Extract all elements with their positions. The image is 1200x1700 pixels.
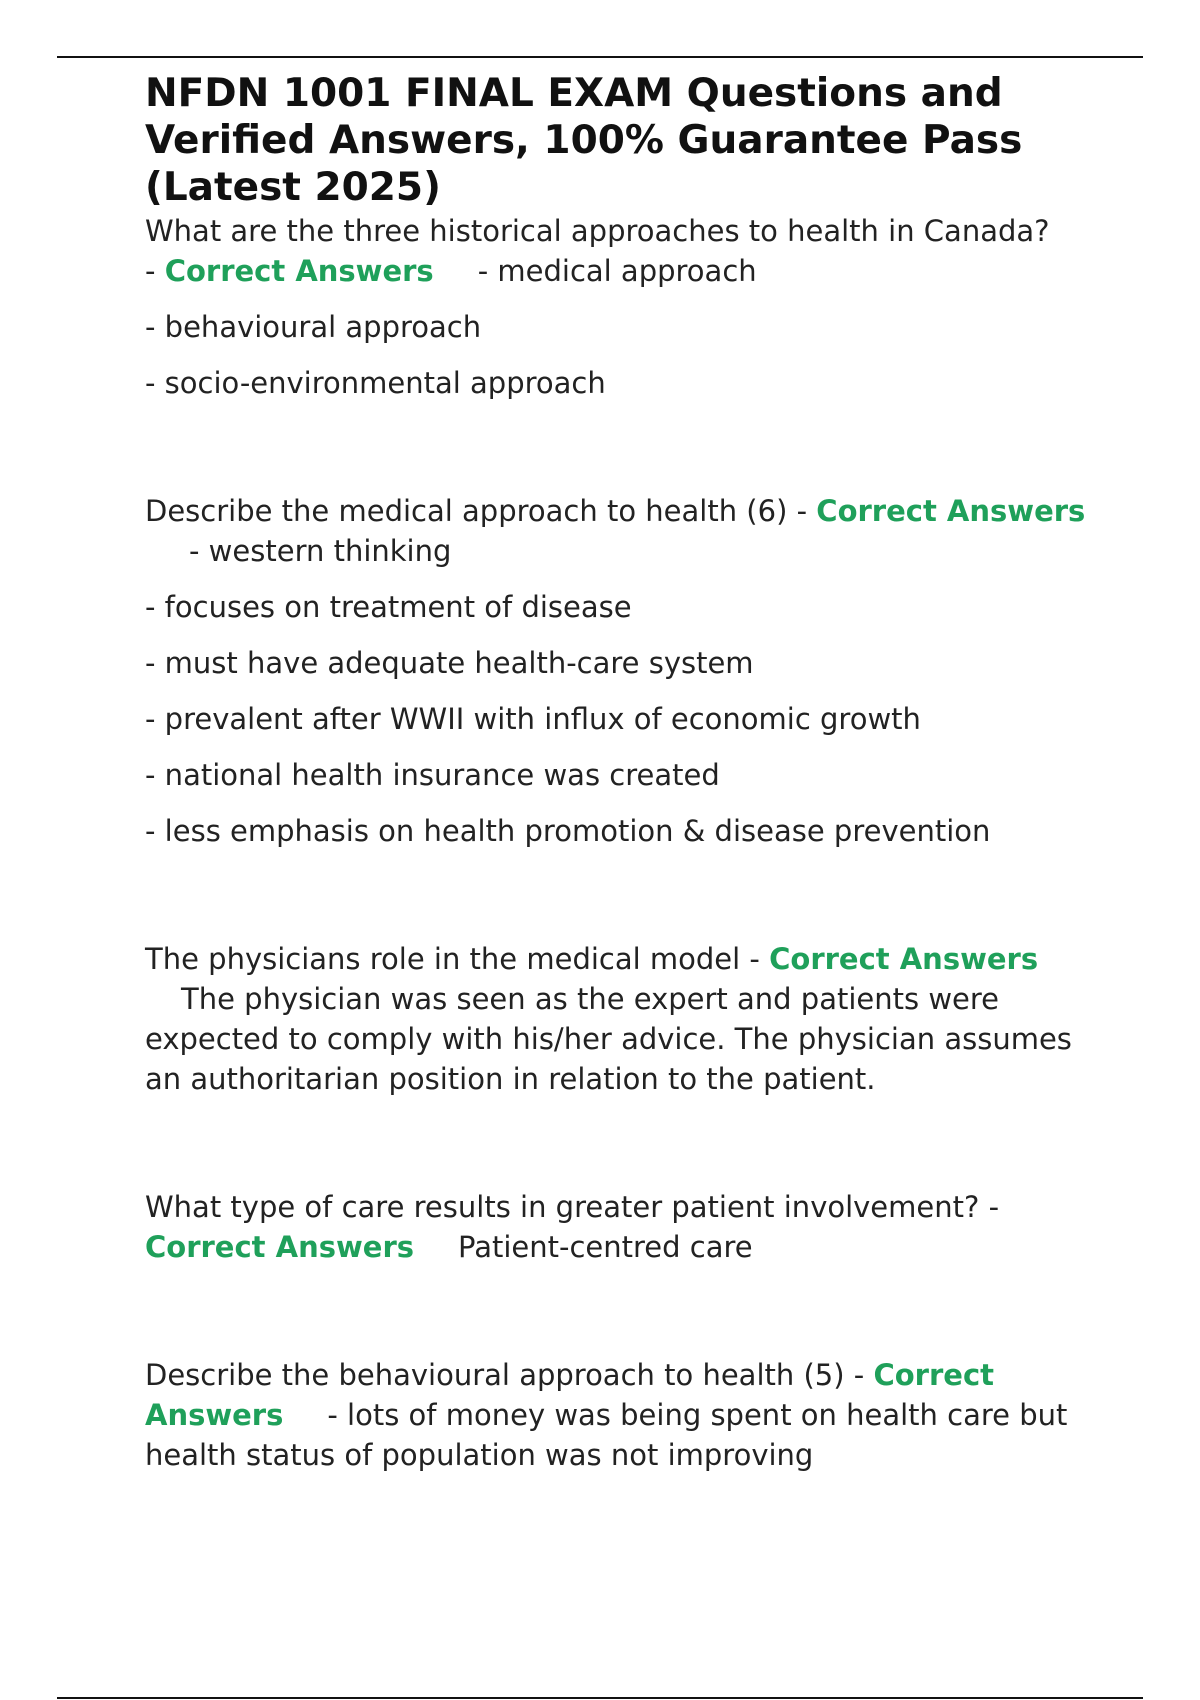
answer-3-text: The physician was seen as the expert and patients were expected to comply with his/her advice. The physician assumes an authoritarian position in relation to the patient. — [145, 982, 1072, 1096]
qa-item-1 — [145, 211, 1095, 403]
question-1-text: What are the three historical approaches to health in Canada? — [145, 214, 1050, 248]
qa-item-2 — [145, 491, 1095, 851]
question-1 — [145, 211, 1095, 291]
answer-2-line-3: - must have adequate health-care system — [145, 646, 754, 680]
document-body — [145, 70, 1095, 1475]
document-title: NFDN 1001 FINAL EXAM Questions and Verified Answers, 100% Guarantee Pass (Latest 2025) — [145, 71, 1023, 210]
answer-2-line-1: - western thinking — [189, 534, 452, 568]
correct-answers-label: Correct Answers — [145, 1358, 994, 1432]
answer-2-line-5: - national health insurance was created — [145, 758, 720, 792]
correct-answers-label: Correct Answers — [164, 254, 434, 288]
question-5-text: Describe the behavioural approach to health (5) - — [145, 1358, 865, 1392]
answer-1-line-3: - socio-environmental approach — [145, 366, 606, 400]
answer-1-line-2: - behavioural approach — [145, 310, 482, 344]
answer-5-text: - lots of money was being spent on health care but health status of population was not improving — [145, 1398, 1068, 1472]
qa-item-3 — [145, 939, 1095, 1099]
correct-answers-label: Correct Answers — [816, 494, 1086, 528]
correct-answers-label: Correct Answers — [145, 1230, 415, 1264]
question-3-text: The physicians role in the medical model - — [145, 942, 760, 976]
bottom-rule — [57, 1697, 1143, 1699]
answer-2-line-6: - less emphasis on health promotion & disease prevention — [145, 814, 991, 848]
top-rule — [57, 56, 1143, 58]
question-2 — [145, 491, 1095, 571]
correct-answers-label: Correct Answers — [769, 942, 1039, 976]
qa-item-5 — [145, 1355, 1095, 1475]
qa-item-4 — [145, 1187, 1095, 1267]
question-2-text: Describe the medical approach to health (6) - — [145, 494, 808, 528]
question-4-text: What type of care results in greater patient involvement? - — [145, 1190, 1000, 1224]
answer-2-line-4: - prevalent after WWII with influx of economic growth — [145, 702, 921, 736]
answer-4-text: Patient-centred care — [458, 1230, 753, 1264]
question-3 — [145, 939, 1095, 1099]
answer-2-line-2: - focuses on treatment of disease — [145, 590, 632, 624]
question-4 — [145, 1187, 1095, 1267]
question-5 — [145, 1355, 1095, 1475]
answer-1-line-1: - medical approach — [477, 254, 757, 288]
question-1-tail: - — [145, 254, 156, 288]
